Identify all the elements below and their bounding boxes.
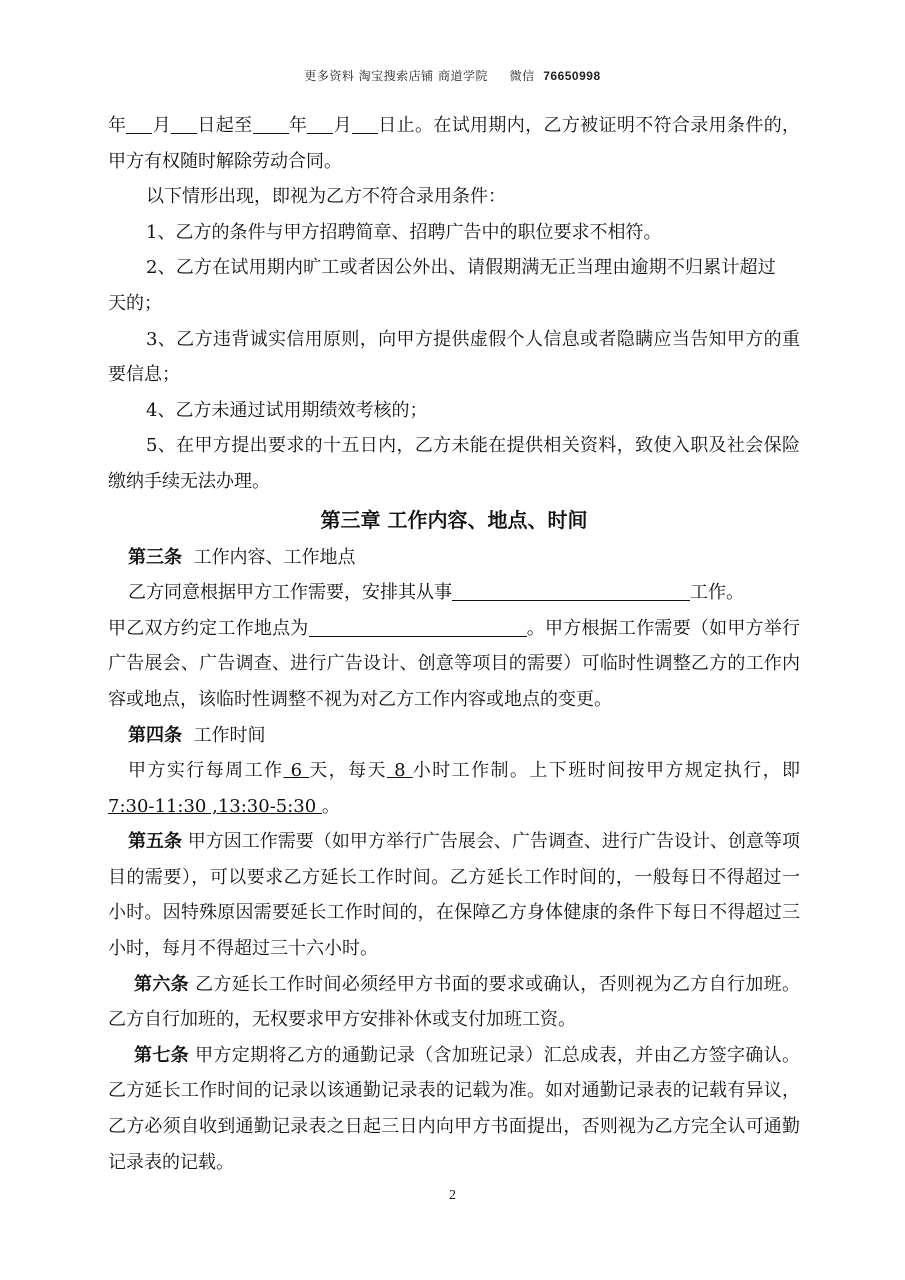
- article-7-title: 第七条: [134, 1044, 190, 1066]
- chapter-heading: 第三章 工作内容、地点、时间: [320, 507, 588, 532]
- article-3-title: 第三条: [128, 546, 182, 568]
- wechat-label: 微信: [509, 69, 535, 83]
- article-6: 第六条 乙方延长工作时间必须经甲方书面的要求或确认，否则视为乙方自行加班。乙方自行加班的，无权要求甲方安排补休或支付加班工资。: [108, 973, 800, 1031]
- article-3-heading: [108, 540, 800, 576]
- work-hours-value: 8: [387, 760, 413, 782]
- list-item-5: 5、在甲方提出要求的十五日内，乙方未能在提供相关资料，致使入职及社会保险缴纳手续无法办理。: [108, 435, 800, 492]
- wechat-number: 76650998: [543, 69, 601, 83]
- list-item-2: 2、乙方在试用期内旷工或者因公外出、请假期满无正当理由逾期不归累计超过天的；: [108, 257, 776, 314]
- blank-field: [309, 618, 527, 637]
- document-body: [108, 108, 800, 1180]
- blank-field: [126, 115, 152, 134]
- blank-field: [352, 115, 378, 134]
- article-7: 第七条 甲方定期将乙方的通勤记录（含加班记录）汇总成表，并由乙方签字确认。乙方延长工作时间的记录以该通勤记录表的记载为准。如对通勤记录表的记载有异议，乙方必须自收到通勤记录表之日起三日内向甲方书面提出，否则视为乙方完全认可通勤记录表的记载。: [108, 1044, 800, 1173]
- article-3-paragraph-2: 甲乙双方约定工作地点为 。甲方根据工作需要（如甲方举行广告展会、广告调查、进行广告设计、创意等项目的需要）可临时性调整乙方的工作内容或地点，该临时性调整不视为对乙方工作内容或地点的变更。: [108, 617, 801, 710]
- work-time-value: 7:30-11:30 ,13:30-5:30: [108, 795, 322, 817]
- paragraph-conditions-intro: 以下情形出现，即视为乙方不符合录用条件：: [146, 186, 506, 208]
- article-4-text: 甲方实行每周工作 6 天，每天 8 小时工作制。上下班时间按甲方规定执行，即 7:30-11:30 ,13:30-5:30 。: [108, 760, 801, 817]
- blank-field: [307, 115, 333, 134]
- list-item-1: 1、乙方的条件与甲方招聘简章、招聘广告中的职位要求不相符。: [146, 221, 662, 243]
- work-days-value: 6: [283, 760, 310, 782]
- article-4-heading: [108, 718, 800, 754]
- article-3-paragraph-1: 乙方同意根据甲方工作需要，安排其从事 工作。: [128, 582, 744, 604]
- article-5-title: 第五条: [128, 831, 183, 853]
- header-text: 更多资料 淘宝搜索店铺 商道学院: [304, 69, 488, 83]
- article-5: 第五条 甲方因工作需要（如甲方举行广告展会、广告调查、进行广告设计、创意等项目的需要），可以要求乙方延长工作时间。乙方延长工作时间的，一般每日不得超过一小时。因特殊原因需要延长工作时间的，在保障乙方身体健康的条件下每日不得超过三小时，每月不得超过三十六小时。: [108, 831, 800, 960]
- article-3-name: 工作内容、工作地点: [193, 546, 356, 568]
- paragraph-probation-end: 年 月 日起至 年 月 日止。在试用期内，乙方被证明不符合录用条件的，甲方有权随时解除劳动合同。: [108, 115, 801, 172]
- blank-field: [171, 115, 197, 134]
- article-6-title: 第六条: [134, 973, 190, 995]
- blank-field: [253, 115, 289, 134]
- list-item-4: 4、乙方未通过试用期绩效考核的；: [146, 399, 428, 421]
- page-header: [0, 67, 905, 84]
- article-4-title: 第四条: [128, 724, 182, 746]
- blank-field: [452, 582, 690, 601]
- list-item-3: 3、乙方违背诚实信用原则，向甲方提供虚假个人信息或者隐瞒应当告知甲方的重要信息；: [108, 328, 800, 386]
- page-number: 2: [449, 1188, 456, 1203]
- article-4-name: 工作时间: [193, 724, 266, 746]
